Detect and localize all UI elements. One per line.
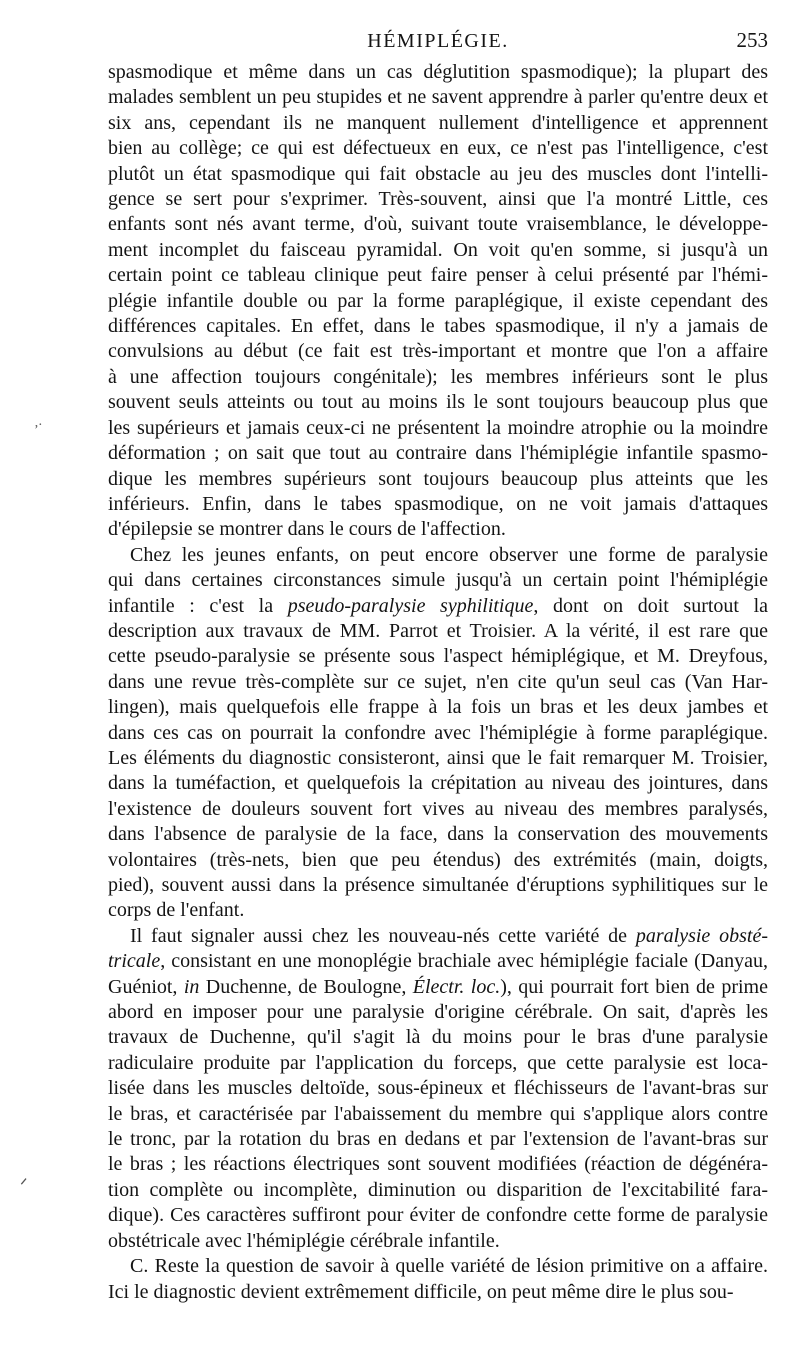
text-line: dans une revue très-complète sur ce sujet, n'en cite qu'un seul cas (Van Har-	[108, 670, 768, 693]
text-line: le bras ; les réactions électriques sont souvent modifiées (réaction de dégénéra-	[108, 1153, 768, 1176]
text-line: à une affection toujours congénitale); les membres inférieurs sont le plus	[108, 365, 768, 388]
text-line: déformation ; on sait que tout au contraire dans l'hémiplégie infantile spasmo-	[108, 442, 768, 465]
text-line: Il faut signaler aussi chez les nouveau-nés cette variété de paralysie obsté-	[130, 924, 768, 947]
text-line: Ici le diagnostic devient extrêmement difficile, on peut même dire le plus sou-	[108, 1280, 734, 1303]
text-line: l'existence de douleurs souvent fort vives au niveau des membres paralysés,	[108, 797, 768, 820]
text-line: description aux travaux de MM. Parrot et Troisier. A la vérité, il est rare que	[108, 619, 768, 642]
text-line: enfants sont nés avant terme, d'où, suivant toute vraisemblance, le développe-	[108, 213, 768, 236]
text-line: souvent seuls atteints ou tout au moins ils le sont toujours beaucoup plus que	[108, 391, 768, 414]
text-line: dique les membres supérieurs sont toujours beaucoup plus atteints que les	[108, 467, 768, 490]
text-line: dique). Ces caractères suffiront pour éviter de confondre cette forme de paralysie	[108, 1204, 768, 1227]
running-head	[108, 26, 768, 54]
text-line: corps de l'enfant.	[108, 899, 245, 922]
text-line: plégie infantile double ou par la forme paraplégique, il existe cependant des	[108, 289, 768, 312]
text-line: abord en imposer pour une paralysie d'origine cérébrale. On sait, d'après les	[108, 1001, 768, 1024]
text-line: d'épilepsie se montrer dans le cours de l'affection.	[108, 518, 506, 541]
text-line: Guéniot, in Duchenne, de Boulogne, Électr. loc.), qui pourrait fort bien de prime	[108, 975, 768, 998]
text-line: volontaires (très-nets, bien que peu étendus) des extrémités (main, doigts,	[108, 848, 768, 871]
text-line: radiculaire produite par l'application du forceps, que cette paralysie est loca-	[108, 1051, 768, 1074]
paragraph	[108, 924, 768, 1254]
text-line: tion complète ou incomplète, diminution ou disparition de l'excitabilité fara-	[108, 1178, 768, 1201]
text-line: les supérieurs et jamais ceux-ci ne présentent la moindre atrophie ou la moindre	[108, 416, 768, 439]
text-line: spasmodique et même dans un cas déglutition spasmodique); la plupart des	[108, 61, 768, 83]
text-line: pied), souvent aussi dans la présence simultanée d'éruptions syphilitiques sur le	[108, 874, 768, 896]
text-line: bien au collège; ce qui est défectueux en eux, ce n'est pas l'intelligence, c'est	[108, 137, 768, 160]
text-line: six ans, cependant ils ne manquent nullement d'intelligence et apprennent	[108, 111, 768, 134]
text-line: Les éléments du diagnostic consisteront, ainsi que le fait remarquer M. Troisier,	[108, 746, 768, 769]
text-line: gence se sert pour s'exprimer. Très-souvent, ainsi que l'a montré Little, ces	[108, 188, 768, 211]
paragraph	[108, 543, 768, 924]
text-line: le tronc, par la rotation du bras en dedans et par l'extension de l'avant-bras sur	[108, 1128, 768, 1151]
text-line: convulsions au début (ce fait est très-important et montre que l'on a affaire	[108, 340, 768, 363]
page-number: 253	[736, 28, 768, 52]
chapter-title: HÉMIPLÉGIE.	[367, 30, 509, 52]
text-line: malades semblent un peu stupides et ne savent apprendre à parler qu'entre deux et	[108, 86, 768, 109]
margin-speck: ·	[38, 418, 43, 433]
text-line: inférieurs. Enfin, dans le tabes spasmodique, on ne voit jamais d'attaques	[108, 492, 768, 515]
text-line: dans ces cas on pourrait la confondre avec l'hémiplégie à forme paraplégique.	[108, 721, 768, 744]
text-line: le bras, et caractérisée par l'abaissement du membre qui s'applique alors contre	[108, 1102, 768, 1125]
text-line: infantile : c'est la pseudo-paralysie syphilitique, dont on doit surtout la	[108, 594, 768, 617]
text-line: ment incomplet du faisceau pyramidal. On voit qu'en somme, si jusqu'à un	[108, 238, 768, 261]
text-line: certain point ce tableau clinique peut faire penser à celui présenté par l'hémi-	[108, 264, 768, 287]
text-line: cette pseudo-paralysie se présente sous l'aspect hémiplégique, et M. Dreyfous,	[108, 645, 768, 668]
text-line: dans la tuméfaction, et quelquefois la crépitation au niveau des jointures, dans	[108, 772, 768, 795]
text-line: C. Reste la question de savoir à quelle variété de lésion primitive on a affaire.	[130, 1255, 768, 1278]
text-line: obstétricale avec l'hémiplégie cérébrale infantile.	[108, 1229, 500, 1252]
text-line: dans l'absence de paralysie de la face, dans la conservation des mouvements	[108, 823, 768, 846]
paragraph	[108, 1254, 768, 1305]
text-line: travaux de Duchenne, qu'il s'agit là du moins pour le bras d'une paralysie	[108, 1026, 768, 1049]
body-text	[108, 60, 768, 1305]
text-line: lisée dans les muscles deltoïde, sous-épineux et fléchisseurs de l'avant-bras sur	[108, 1077, 768, 1100]
text-line: qui dans certaines circonstances simule jusqu'à un certain point l'hémiplégie	[108, 569, 768, 592]
margin-speck: ʼ	[34, 423, 39, 438]
text-line: lingen), mais quelquefois elle frappe à la fois un bras et les deux jambes et	[108, 696, 768, 719]
text-line: différences capitales. En effet, dans le tabes spasmodique, il n'y a jamais de	[108, 315, 768, 338]
paragraph	[108, 60, 768, 543]
text-line: Chez les jeunes enfants, on peut encore observer une forme de paralysie	[130, 543, 768, 566]
text-line: plutôt un état spasmodique qui fait obstacle au jeu des muscles dont l'intelli-	[108, 162, 768, 185]
text-line: tricale, consistant en une monoplégie brachiale avec hémiplégie faciale (Danyau,	[108, 950, 768, 973]
margin-squiggle: ᐟ	[20, 1175, 28, 1195]
